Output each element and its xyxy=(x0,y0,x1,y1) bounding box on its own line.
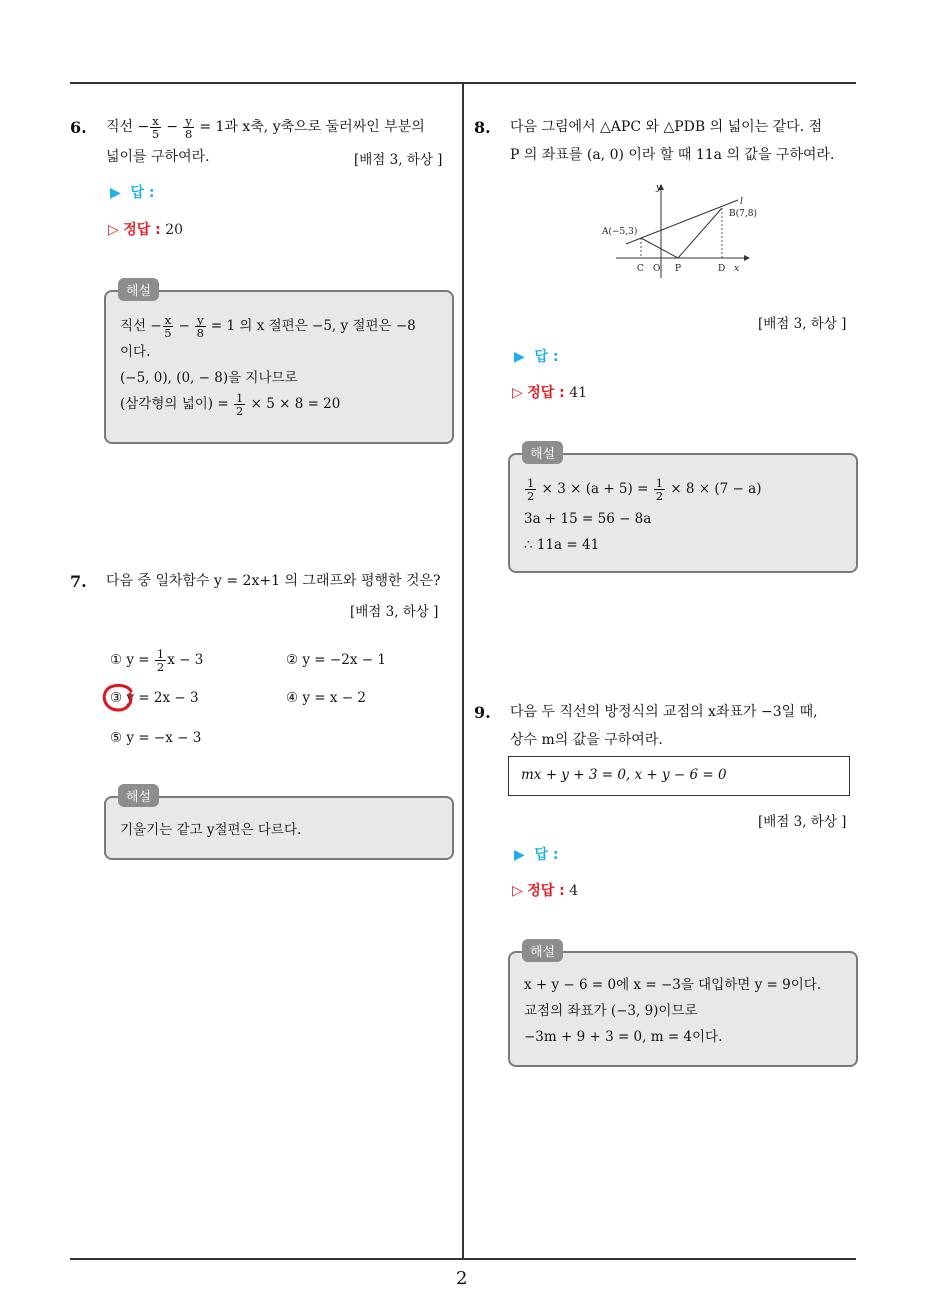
score-label: [배점 3, 하상 ] xyxy=(354,152,443,168)
coordinate-figure xyxy=(596,178,774,278)
answer-value: 20 xyxy=(165,222,184,238)
explanation-tag: 해설 xyxy=(118,784,159,807)
fraction: $\frac{y}{8}$ xyxy=(196,313,204,340)
fraction: $\frac{1}{2}$ xyxy=(527,476,535,503)
label-O: O xyxy=(653,264,661,274)
explanation-line: 이다. xyxy=(120,344,151,360)
question-number: 7. xyxy=(70,572,87,591)
answer-row: ▶ 답 : xyxy=(110,185,155,201)
play-icon: ▶ xyxy=(110,185,131,201)
triangle-outline-icon: ▷ xyxy=(108,222,119,238)
explanation-line: −3m + 9 + 3 = 0, m = 4이다. xyxy=(524,1029,723,1045)
score-label: [배점 3, 하상 ] xyxy=(758,814,847,830)
triangle-outline-icon: ▷ xyxy=(512,883,523,899)
question-text-line1: 다음 두 직선의 방정식의 교점의 x좌표가 −3일 때, xyxy=(510,704,818,720)
explanation-line: 기울기는 같고 y절편은 다르다. xyxy=(120,822,302,838)
explanation-line: (−5, 0), (0, − 8)을 지나므로 xyxy=(120,370,298,386)
question-text-line1: 다음 중 일차함수 y = 2x+1 의 그래프와 평행한 것은? xyxy=(106,573,441,589)
score-label: [배점 3, 하상 ] xyxy=(758,316,847,332)
equation-text: mx + y + 3 = 0, x + y − 6 = 0 xyxy=(521,767,727,783)
question-text-line2: P 의 좌표를 (a, 0) 이라 할 때 11a 의 값을 구하여라. xyxy=(510,147,835,163)
segment-AP xyxy=(641,238,678,258)
question-text-line2: 상수 m의 값을 구하여라. xyxy=(510,732,663,748)
explanation-box xyxy=(104,290,454,444)
answer-value: 4 xyxy=(569,883,579,899)
fraction: $\frac{1}{2}$ xyxy=(235,391,244,418)
explanation-box xyxy=(508,453,858,573)
explanation-line: 3a + 15 = 56 − 8a xyxy=(524,511,652,527)
correct-answer-row: ▷ 정답 : 20 xyxy=(108,222,184,238)
explanation-tag: 해설 xyxy=(118,278,159,301)
option-4[interactable]: ④ y = x − 2 xyxy=(286,690,367,706)
explanation-box xyxy=(508,951,858,1067)
question-text-line1: 직선 − $\frac{x}{5}$ − $\frac{y}{8}$ = 1과 x축, y축으로 둘러싸인 부분의 xyxy=(106,113,425,141)
selected-circle-mark xyxy=(101,682,137,714)
answer-row: ▶ 답 : xyxy=(514,847,559,863)
triangle-outline-icon: ▷ xyxy=(512,385,523,401)
fraction: $\frac{y}{8}$ xyxy=(184,113,193,141)
label-D: D xyxy=(718,264,726,274)
explanation-line: 직선 − $\frac{x}{5}$ − $\frac{y}{8}$ = 1 의 x 절편은 −5, y 절편은 −8 xyxy=(120,313,416,340)
explanation-tag: 해설 xyxy=(522,441,563,464)
play-icon: ▶ xyxy=(514,349,535,365)
column-divider xyxy=(462,82,464,1260)
label-l: l xyxy=(740,197,743,207)
explanation-line: x + y − 6 = 0에 x = −3을 대입하면 y = 9이다. xyxy=(524,977,822,993)
option-1[interactable]: ① y = $\frac{1}{2}$ x − 3 xyxy=(110,647,204,674)
question-text-line1: 다음 그림에서 △APC 와 △PDB 의 넓이는 같다. 점 xyxy=(510,119,823,135)
x-axis-arrow-icon xyxy=(744,255,750,261)
page-number: 2 xyxy=(456,1268,468,1289)
label-B: B(7,8) xyxy=(729,209,757,219)
fraction: $\frac{1}{2}$ xyxy=(655,476,664,503)
option-3[interactable]: ③ y = 2x − 3 xyxy=(110,690,199,706)
explanation-line: $\frac{1}{2}$ × 3 × (a + 5) = $\frac{1}{2}$ × 8 × (7 − a) xyxy=(527,476,762,503)
answer-value: 41 xyxy=(569,385,588,401)
score-label: [배점 3, 하상 ] xyxy=(350,604,439,620)
explanation-line: ∴ 11a = 41 xyxy=(524,537,600,553)
label-y: y xyxy=(656,183,662,193)
fraction: $\frac{x}{5}$ xyxy=(151,113,160,141)
correct-answer-row: ▷ 정답 : 41 xyxy=(512,385,588,401)
explanation-line: (삼각형의 넓이) = $\frac{1}{2}$ × 5 × 8 = 20 xyxy=(120,391,341,418)
label-x: x xyxy=(734,264,740,274)
question-number: 8. xyxy=(474,118,491,137)
option-5[interactable]: ⑤ y = −x − 3 xyxy=(110,730,202,746)
question-text-line2: 넓이를 구하여라. xyxy=(106,149,210,165)
question-number: 9. xyxy=(474,703,491,722)
fraction: $\frac{x}{5}$ xyxy=(164,313,172,340)
bottom-rule xyxy=(70,1258,856,1260)
equation-box xyxy=(508,756,850,796)
label-C: C xyxy=(637,264,644,274)
play-icon: ▶ xyxy=(514,847,535,863)
label-P: P xyxy=(675,264,682,274)
question-number: 6. xyxy=(70,118,87,137)
segment-PB xyxy=(678,208,722,258)
explanation-tag: 해설 xyxy=(522,939,563,962)
explanation-line: 교점의 좌표가 (−3, 9)이므로 xyxy=(524,1003,698,1019)
option-2[interactable]: ② y = −2x − 1 xyxy=(286,652,386,668)
fraction: $\frac{1}{2}$ xyxy=(156,647,165,674)
line-l xyxy=(626,200,738,244)
correct-answer-row: ▷ 정답 : 4 xyxy=(512,883,579,899)
answer-row: ▶ 답 : xyxy=(514,349,559,365)
label-A: A(−5,3) xyxy=(602,227,638,237)
